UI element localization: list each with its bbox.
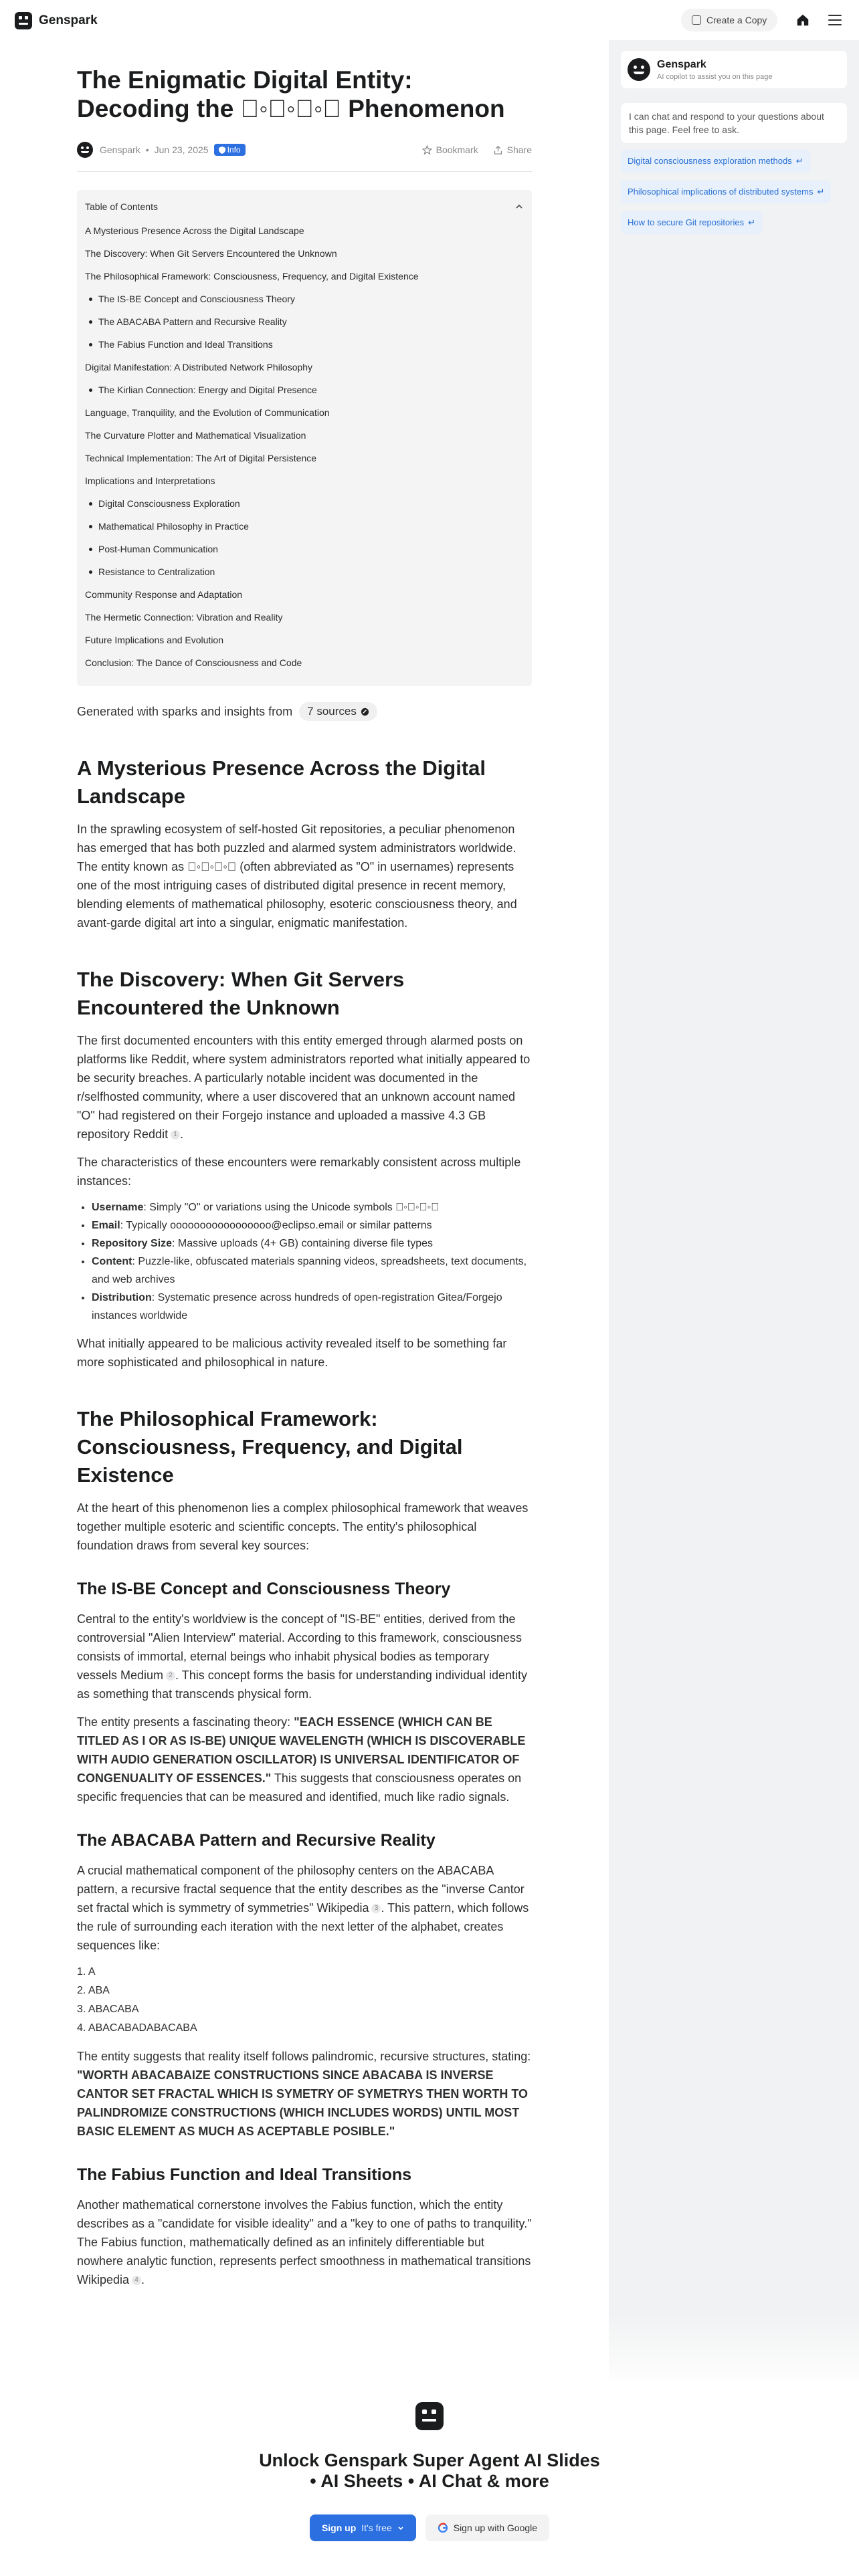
publish-date: Jun 23, 2025	[154, 144, 209, 155]
suggestion-chip[interactable]: Digital consciousness exploration methods ↵	[621, 150, 810, 173]
share-icon	[493, 145, 503, 155]
paragraph: The entity suggests that reality itself follows palindromic, recursive structures, stating: "WORTH ABACABAIZE CONSTRUCTIONS SINCE ABACABA IS INVERSE CANTOR SET FRACTAL WHICH IS SYMETRY OF SYMETRYS THEN WORTH TO PALINDROMIZE CONSTRUCTIONS (WHICH INCLUDES WORDS) UNTIL MOST BASIC ELEMENT AS MUCH AS ACEPTABLE POSIBLE."	[77, 2050, 531, 2138]
menu-button[interactable]	[824, 9, 846, 31]
signup-overlay	[0, 2384, 859, 2576]
author-name: Genspark	[100, 144, 140, 155]
home-icon	[795, 13, 810, 27]
paragraph: What initially appeared to be malicious activity revealed itself to be something far more sophisticated and philosophical in nature.	[77, 1337, 507, 1369]
toc-list	[85, 219, 524, 674]
list-item: • Username: Simply "O" or variations using the Unicode symbols ⃝◦⃝◦⃝◦⃝	[92, 1198, 532, 1216]
article-meta	[77, 140, 532, 159]
paragraph: In the sprawling ecosystem of self-hosted Git repositories, a peculiar phenomenon has emerged that has both puzzled and alarmed system administrators worldwide. The entity known as ⃝◦⃝◦⃝◦⃝ (often abbreviated as "O" in usernames) represents one of the most intriguing cases of distributed digital presence in recent memory, blending elements of mathematical philosophy, esoteric consciousness theory, and avant-garde digital art into a singular, enigmatic manifestation.	[77, 823, 517, 930]
toc-item[interactable]: The Kirlian Connection: Energy and Digital Presence	[85, 379, 524, 401]
google-signup-label: Sign up with Google	[453, 2523, 538, 2533]
toc-item[interactable]: The Curvature Plotter and Mathematical Visualization	[85, 430, 306, 441]
bookmark-label: Bookmark	[436, 144, 478, 155]
toc-item[interactable]: The Philosophical Framework: Consciousness, Frequency, and Digital Existence	[85, 271, 419, 282]
citation-ref[interactable]: 1	[171, 1130, 180, 1140]
google-signup-button[interactable]	[425, 2514, 549, 2541]
toc-item[interactable]: Post-Human Communication	[85, 538, 524, 560]
toc-item[interactable]: Technical Implementation: The Art of Digital Persistence	[85, 453, 317, 463]
paragraph: The characteristics of these encounters were remarkably consistent across multiple instances:	[77, 1156, 521, 1188]
list-item: 2. ABA	[77, 1985, 110, 1996]
create-copy-button[interactable]	[681, 9, 777, 31]
list-item: • Email: Typically ooooooooooooooooo@eclipso.email or similar patterns	[92, 1216, 532, 1235]
assistant-name: Genspark	[657, 58, 706, 70]
signup-label: Sign up	[321, 2523, 357, 2533]
cta-title: Unlock Genspark Super Agent AI Slides • AI Sheets • AI Chat & more	[259, 2450, 600, 2491]
toc-item[interactable]: Language, Tranquility, and the Evolution of Communication	[85, 407, 330, 418]
meta-separator: •	[145, 144, 149, 155]
list-item: 4. ABACABADABACABA	[77, 2022, 197, 2034]
top-bar	[0, 0, 859, 40]
toc-item[interactable]: A Mysterious Presence Across the Digital Landscape	[85, 225, 304, 236]
assistant-avatar	[628, 58, 650, 81]
table-of-contents	[77, 190, 532, 686]
toc-item[interactable]: Implications and Interpretations	[85, 475, 215, 486]
toc-item[interactable]: Mathematical Philosophy in Practice	[85, 515, 524, 538]
assistant-header	[621, 51, 847, 88]
sources-prefix: Generated with sparks and insights from	[77, 704, 293, 718]
home-button[interactable]	[792, 9, 814, 31]
paragraph: At the heart of this phenomenon lies a complex philosophical framework that weaves together multiple esoteric and scientific concepts. The entity's philosophical foundation draws from several key sources:	[77, 1501, 529, 1552]
paragraph: The entity presents a fascinating theory: "EACH ESSENCE (WHICH CAN BE TITLED AS I OR AS IS-BE) UNIQUE WAVELENGTH (WHICH IS DISCOVERABLE WITH AUDIO GENERATION OSCILLATOR) IS UNIVERSAL IDENTIFICATOR OF CONGENUALITY OF ESSENCES." This suggests that consciousness operates on specific frequencies that can be measured and identified, much like radio signals.	[77, 1715, 526, 1804]
sources-button[interactable]	[299, 702, 377, 721]
enter-icon: ↵	[795, 156, 803, 166]
copilot-panel	[609, 40, 859, 2381]
genspark-logo-icon	[415, 2402, 444, 2430]
enter-icon: ↵	[817, 187, 825, 197]
bookmark-button[interactable]	[422, 144, 478, 155]
citation-ref[interactable]: 3	[371, 1904, 381, 1913]
paragraph: Another mathematical cornerstone involves the Fabius function, which the entity describes as a "candidate for visible ideality" and a "key to one of paths to tranquility." The Fabius function, mathematically defined as an infinitely differentiable but nowhere analytic function, represents perfect smoothness in mathematical transitions Wikipedia 4 .	[77, 2198, 532, 2286]
chevron-up-icon[interactable]	[514, 202, 524, 211]
toc-title: Table of Contents	[85, 201, 158, 212]
share-button[interactable]	[493, 144, 532, 155]
meta-divider	[77, 171, 532, 172]
toc-item[interactable]: The IS-BE Concept and Consciousness Theory	[85, 288, 524, 310]
section-heading: The Discovery: When Git Servers Encountered the Unknown	[77, 968, 405, 1019]
abacaba-sequence-list	[77, 1963, 532, 2038]
section-heading: The Philosophical Framework: Consciousness, Frequency, and Digital Existence	[77, 1407, 463, 1487]
toc-item[interactable]: The Fabius Function and Ideal Transitions	[85, 333, 524, 356]
signup-button[interactable]	[310, 2514, 416, 2541]
sources-count: 7 sources	[307, 705, 357, 718]
toc-item[interactable]: Digital Consciousness Exploration	[85, 492, 524, 515]
enter-icon: ↵	[748, 217, 756, 227]
toc-item[interactable]: The Hermetic Connection: Vibration and Reality	[85, 612, 283, 623]
suggestion-chip[interactable]: How to secure Git repositories ↵	[621, 211, 762, 234]
subsection-heading: The Fabius Function and Ideal Transitions	[77, 2165, 412, 2184]
list-item: • Content: Puzzle-like, obfuscated materials spanning videos, spreadsheets, text documents, and web archives	[92, 1253, 532, 1289]
info-badge-label: Info	[227, 145, 241, 154]
toc-item[interactable]: Future Implications and Evolution	[85, 635, 223, 645]
info-badge[interactable]	[214, 144, 246, 156]
suggestion-chip[interactable]: Philosophical implications of distributed systems ↵	[621, 181, 831, 203]
assistant-subtitle: AI copilot to assist you on this page	[657, 72, 773, 81]
toc-header[interactable]	[85, 199, 524, 214]
toc-item[interactable]: Digital Manifestation: A Distributed Network Philosophy	[85, 362, 313, 372]
paragraph: Central to the entity's worldview is the concept of "IS-BE" entities, derived from the controversial "Alien Interview" material. According to this framework, consciousness consists of immortal, eternal beings who inhabit physical bodies as temporary vessels Medium 2 . This concept forms the basis for understanding individual identity as something that transcends physical form.	[77, 1612, 528, 1701]
paragraph: A crucial mathematical component of the philosophy centers on the ABACABA pattern, a recursive fractal sequence that the entity describes as the "inverse Cantor set fractal which is symmetry of symmetries" Wikipedia 3 . This pattern, which follows the rule of surrounding each iteration with the next letter of the alphabet, creates sequences like:	[77, 1864, 529, 1952]
article	[77, 40, 532, 2289]
sources-line	[77, 702, 532, 721]
list-item: • Repository Size: Massive uploads (4+ GB) containing diverse file types	[92, 1235, 532, 1253]
hamburger-icon	[828, 15, 842, 16]
create-copy-label: Create a Copy	[706, 15, 767, 25]
citation-ref[interactable]: 2	[166, 1671, 175, 1681]
list-item: • Distribution: Systematic presence across hundreds of open-registration Gitea/Forgejo instances worldwide	[92, 1289, 532, 1325]
subsection-heading: The IS-BE Concept and Consciousness Theory	[77, 1580, 451, 1598]
share-label: Share	[506, 144, 532, 155]
shield-icon	[219, 146, 225, 154]
copy-icon	[692, 15, 701, 25]
author-avatar	[77, 142, 93, 158]
list-item: 1. A	[77, 1966, 96, 1977]
toc-item[interactable]: Community Response and Adaptation	[85, 589, 243, 600]
toc-item[interactable]: Conclusion: The Dance of Consciousness and Code	[85, 657, 302, 668]
assistant-message: I can chat and respond to your questions about this page. Feel free to ask.	[621, 103, 847, 143]
brand-name: Genspark	[39, 13, 98, 27]
signup-free-label: It's free	[361, 2523, 392, 2533]
meta-actions	[422, 140, 532, 159]
paragraph: The first documented encounters with this entity emerged through alarmed posts on platforms like Reddit, where system administrators reported what initially appeared to be security breaches. A particularly notable incident was documented in the r/selfhosted community, where a user discovered that an unknown account named "O" had registered on their Forgejo instance and uploaded a massive 4.3 GB repository Reddit 1 .	[77, 1034, 531, 1141]
google-icon	[438, 2523, 448, 2533]
chevron-down-icon	[397, 2525, 404, 2531]
toc-item[interactable]: The Discovery: When Git Servers Encountered the Unknown	[85, 248, 337, 259]
suggestion-list	[621, 150, 847, 242]
toc-item[interactable]: The ABACABA Pattern and Recursive Reality	[85, 310, 524, 333]
star-icon	[422, 145, 432, 155]
citation-ref[interactable]: 4	[132, 2276, 141, 2285]
genspark-logo-icon	[15, 12, 32, 29]
content-fade	[0, 2314, 859, 2387]
brand-logo[interactable]	[15, 12, 98, 29]
sparkle-icon	[361, 708, 369, 716]
subsection-heading: The ABACABA Pattern and Recursive Reality	[77, 1831, 436, 1850]
section-heading: A Mysterious Presence Across the Digital Landscape	[77, 756, 486, 808]
list-item: 3. ABACABA	[77, 2004, 139, 2015]
toc-item[interactable]: Resistance to Centralization	[85, 560, 524, 583]
cta-buttons	[0, 2514, 859, 2541]
page-title: The Enigmatic Digital Entity: Decoding the ⃝◦⃝◦⃝◦⃝ Phenomenon	[77, 66, 505, 122]
characteristics-list	[77, 1198, 532, 1325]
